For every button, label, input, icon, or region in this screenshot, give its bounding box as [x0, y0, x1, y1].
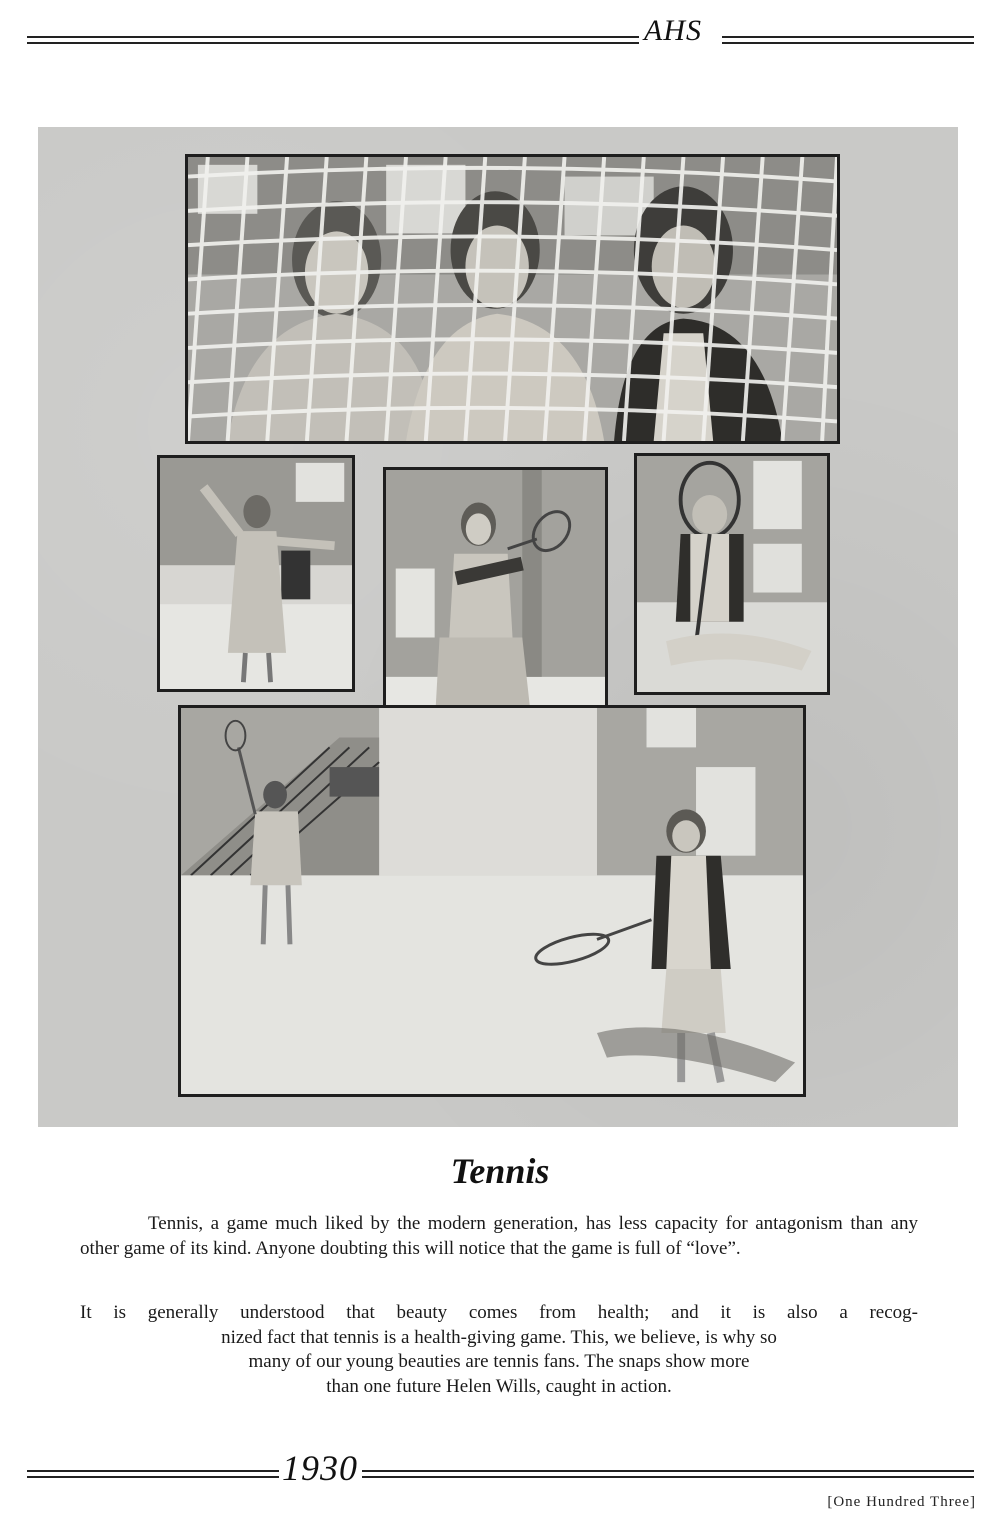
- footer-rule-right: [362, 1470, 974, 1478]
- paragraph-2-line-4: than one future Helen Wills, caught in action.: [326, 1375, 672, 1397]
- photo-collage: [38, 127, 958, 1127]
- page-number: [One Hundred Three]: [827, 1494, 976, 1510]
- header-rule-left: [27, 36, 639, 44]
- net-group-photo: [185, 154, 840, 444]
- paragraph-2-line-2: nized fact that tennis is a health-giving game. This, we believe, is why so: [221, 1326, 777, 1348]
- footer-year: 1930: [282, 1448, 358, 1488]
- court-two-players-photo: [178, 705, 806, 1097]
- article-paragraph-1: Tennis, a game much liked by the modern generation, has less capacity for antagonism than any other game of its kind. Anyone doubting this will notice that the game is full of “love”.: [80, 1213, 918, 1259]
- paragraph-2-line-3: many of our young beauties are tennis fans. The snaps show more: [248, 1351, 750, 1372]
- paragraph-2-line-1: It is generally understood that beauty comes from health; and it is also a recog-: [80, 1302, 918, 1323]
- player-seated-racket-photo: [634, 453, 830, 695]
- article-title: Tennis: [450, 1151, 550, 1191]
- article-paragraph-2: [80, 1301, 918, 1399]
- header-rule-right: [722, 36, 974, 44]
- header-title: AHS: [644, 14, 702, 47]
- footer-rule-left: [27, 1470, 279, 1478]
- player-waving-photo: [157, 455, 355, 692]
